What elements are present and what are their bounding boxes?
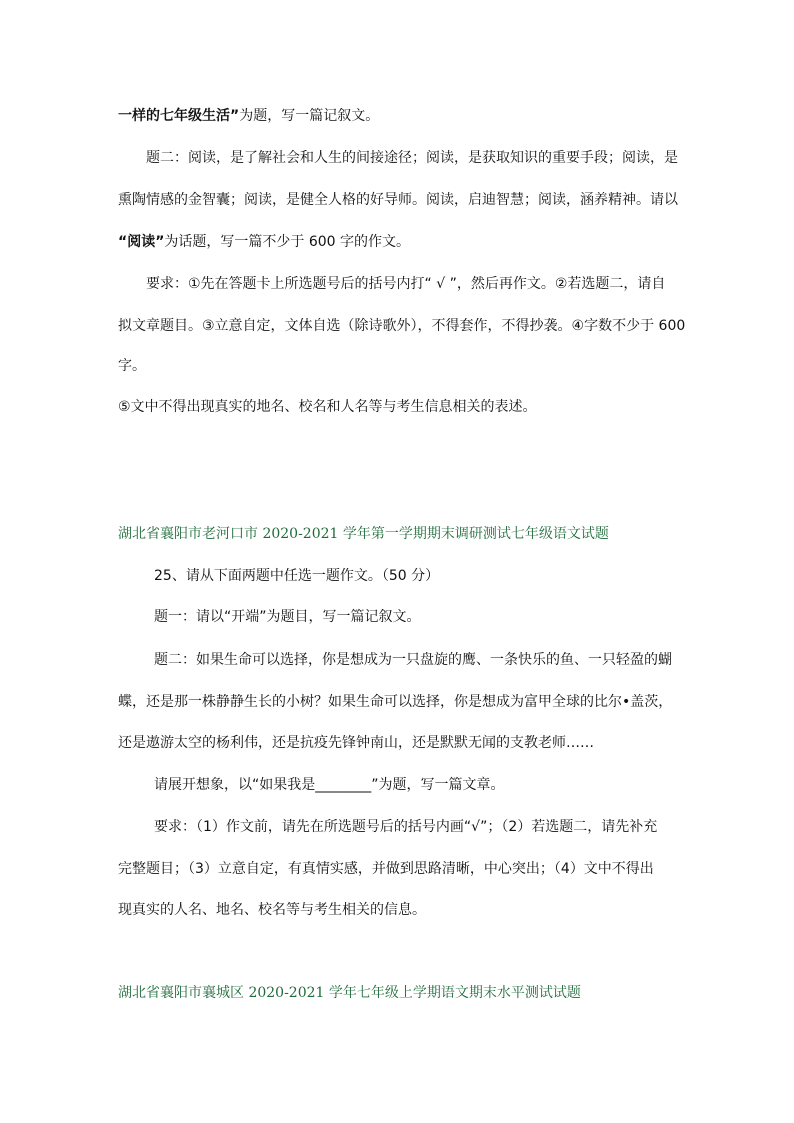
topic2-line: 蝶，还是那一株静静生长的小树？如果生命可以选择，你是想成为富甲全球的比尔•盖茨， xyxy=(118,694,673,710)
section-heading-laohekou: 湖北省襄阳市老河口市 2020-2021 学年第一学期期末调研测试七年级语文试题 xyxy=(118,526,609,542)
requirements2-line: 要求：（1）作文前，请先在所选题号后的括号内画“√”；（2）若选题二，请先补充 xyxy=(154,819,658,835)
requirements-line: 要求：①先在答题卡上所选题号后的括号内打“ √ ”，然后再作文。②若选题二，请自 xyxy=(146,276,666,292)
essay-title-line xyxy=(118,106,379,126)
essay-title-rest: 为题，写一篇记叙文。 xyxy=(239,108,380,124)
requirements-line: 拟文章题目。③立意自定，文体自选（除诗歌外），不得套作，不得抄袭。④字数不少于 600 xyxy=(118,318,686,334)
imagine-line: 请展开想象，以“如果我是________”为题，写一篇文章。 xyxy=(154,777,505,793)
topic2-paragraph-rest: 为话题，写一篇不少于 600 字的作文。 xyxy=(164,234,411,250)
topic2-paragraph-line: 熏陶情感的金智囊；阅读，是健全人格的好导师。阅读，启迪智慧；阅读，涵养精神。请以 xyxy=(118,192,678,208)
topic1-line: 题一：请以“开端”为题目，写一篇记叙文。 xyxy=(154,609,421,625)
requirements-line: 字。 xyxy=(118,358,146,374)
topic2-line: 题二：如果生命可以选择，你是想成为一只盘旋的鹰、一条快乐的鱼、一只轻盈的蝴 xyxy=(154,652,672,668)
topic2-paragraph-line xyxy=(118,232,410,252)
question-25: 25、请从下面两题中任选一题作文。（50 分） xyxy=(154,568,440,584)
topic2-paragraph-line: 题二：阅读，是了解社会和人生的间接途径；阅读，是获取知识的重要手段；阅读，是 xyxy=(146,150,678,166)
reading-topic-bold: “阅读” xyxy=(118,234,165,250)
section-heading-xiangcheng: 湖北省襄阳市襄城区 2020-2021 学年七年级上学期语文期末水平测试试题 xyxy=(118,985,581,1001)
requirements-line: ⑤文中不得出现真实的地名、校名和人名等与考生信息相关的表述。 xyxy=(118,399,537,415)
requirements2-line: 完整题目；（3）立意自定，有真情实感，并做到思路清晰，中心突出；（4）文中不得出 xyxy=(118,861,654,877)
topic2-line: 还是遨游太空的杨利伟，还是抗疫先锋钟南山，还是默默无闻的支教老师…… xyxy=(118,735,594,751)
requirements2-line: 现真实的人名、地名、校名等与考生相关的信息。 xyxy=(118,902,426,918)
essay-title-bold: 一样的七年级生活” xyxy=(118,108,240,124)
